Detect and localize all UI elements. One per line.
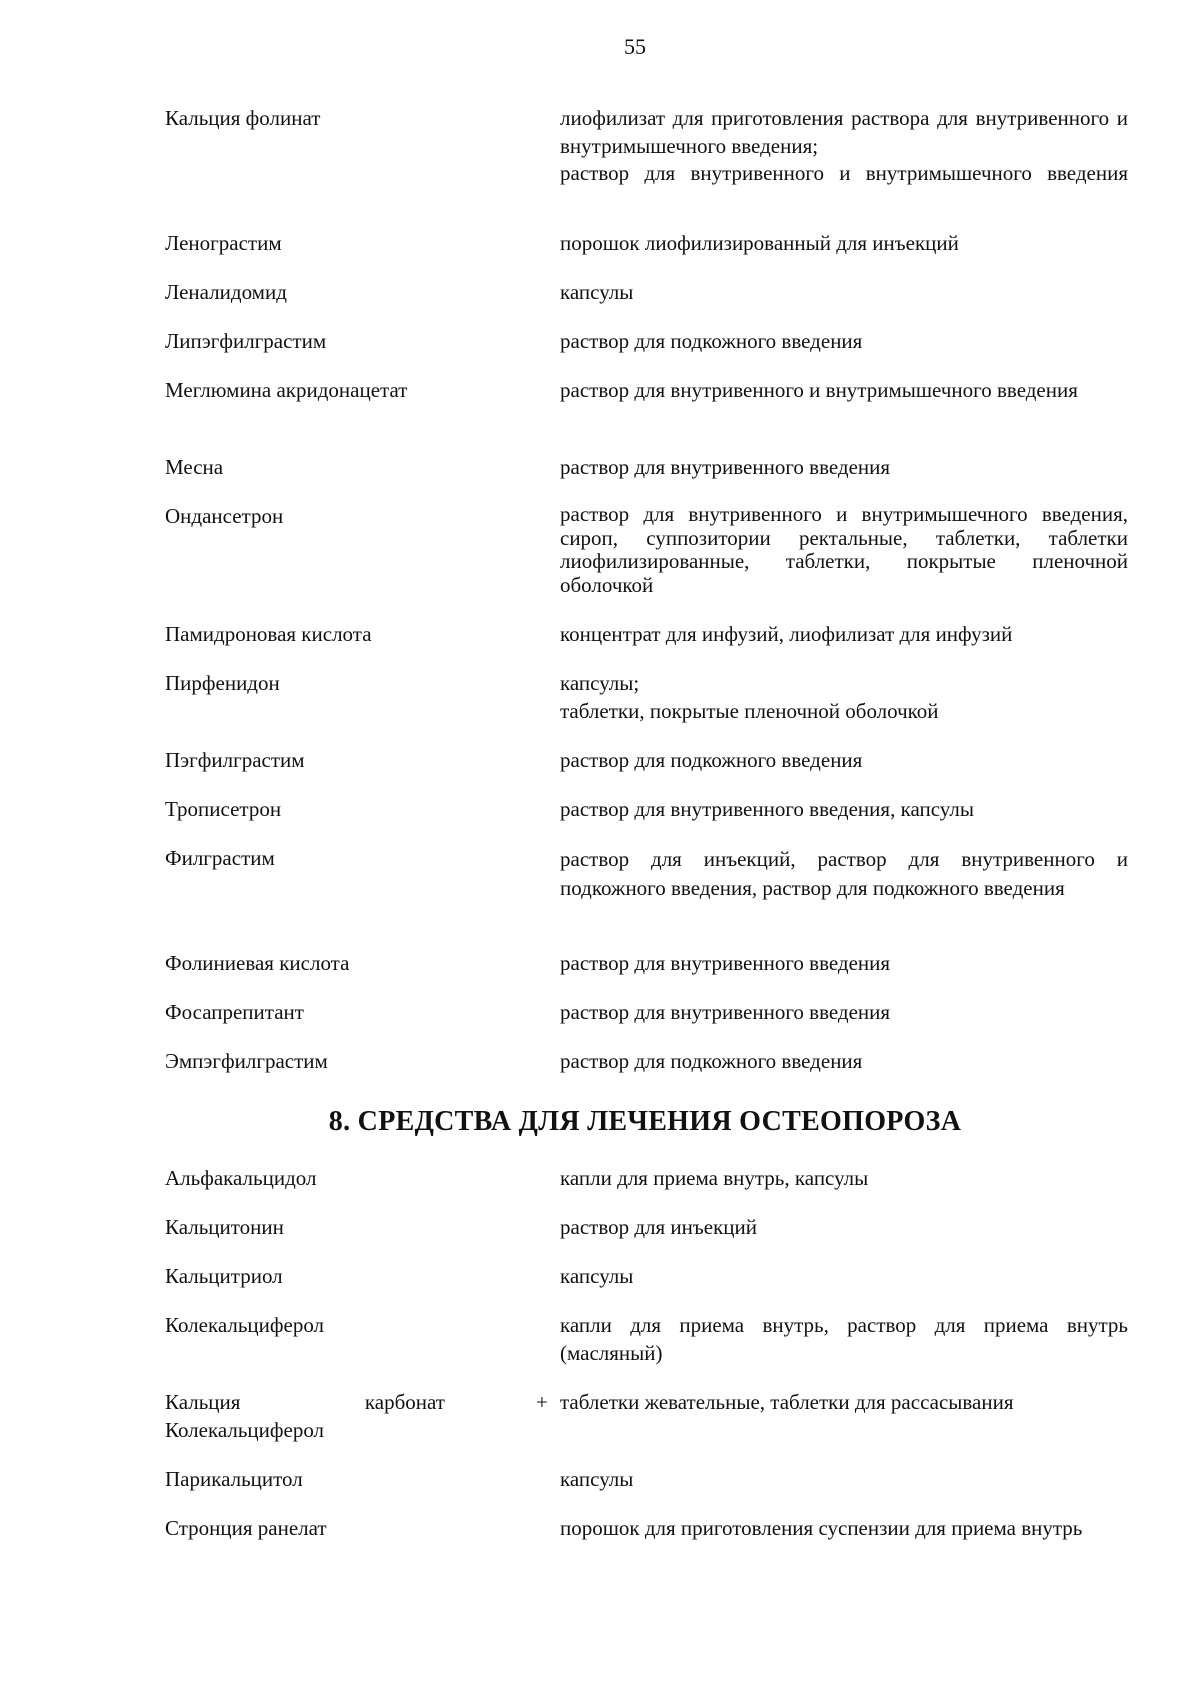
list-item (0, 328, 1200, 356)
dosage-form: капсулы; таблетки, покрытые пленочной оболочкой (560, 671, 939, 723)
list-item (0, 377, 1200, 405)
drug-name: Меглюмина акридонацетат (165, 378, 408, 402)
dosage-form: раствор для инъекций (560, 1215, 757, 1239)
list-item (0, 105, 1200, 188)
dosage-form: лиофилизат для приготовления раствора для внутривенного и внутримышечного введения; раствор для внутривенного и внутримышечного введения (560, 106, 1128, 185)
drug-name: Ленограстим (165, 231, 282, 255)
drug-name: Фосапрепитант (165, 1000, 304, 1024)
drug-name: Филграстим (165, 846, 275, 870)
dosage-form: таблетки жевательные, таблетки для рассасывания (560, 1390, 1014, 1414)
drug-name: Памидроновая кислота (165, 622, 372, 646)
drug-name: Леналидомид (165, 280, 287, 304)
dosage-form: раствор для внутривенного введения (560, 951, 891, 975)
list-item (0, 845, 1200, 902)
drug-name: Альфакальцидол (165, 1166, 317, 1190)
drug-name: Кальцитонин (165, 1215, 284, 1239)
dosage-form: порошок для приготовления суспензии для приема внутрь (560, 1516, 1083, 1540)
drug-name: Кальцитриол (165, 1264, 283, 1288)
list-item (0, 1263, 1200, 1291)
dosage-form: раствор для внутривенного и внутримышечного введения, сироп, суппозитории ректальные, таблетки, таблетки лиофилизированные, таблетки, покрытые пленочной оболочкой (560, 502, 1128, 597)
drug-name: Пэгфилграстим (165, 748, 305, 772)
dosage-form: капсулы (560, 280, 634, 304)
dosage-form: раствор для внутривенного и внутримышечного введения (560, 378, 1078, 402)
list-item (0, 1048, 1200, 1076)
list-item (0, 1515, 1200, 1543)
dosage-form: раствор для подкожного введения (560, 1049, 863, 1073)
list-item (0, 999, 1200, 1027)
page-number: 55 (624, 34, 646, 59)
drug-name: Липэгфилграстим (165, 329, 327, 353)
drug-name: Ондансетрон (165, 504, 284, 528)
drug-name: Кальция карбонат Колекальциферол (165, 1390, 445, 1442)
list-item (0, 670, 1200, 725)
list-item (0, 1466, 1200, 1494)
list-item (0, 279, 1200, 307)
list-item (0, 503, 1200, 597)
dosage-form: раствор для подкожного введения (560, 748, 863, 772)
list-item (0, 230, 1200, 258)
dosage-form: капли для приема внутрь, капсулы (560, 1166, 869, 1190)
dosage-form: капли для приема внутрь, раствор для приема внутрь (масляный) (560, 1313, 1128, 1365)
list-item (0, 1165, 1200, 1193)
drug-name: Месна (165, 455, 224, 479)
dosage-form: раствор для инъекций, раствор для внутривенного и подкожного введения, раствор для подкожного введения (560, 847, 1128, 900)
dosage-form: порошок лиофилизированный для инъекций (560, 231, 959, 255)
list-item (0, 454, 1200, 482)
drug-name: Фолиниевая кислота (165, 951, 350, 975)
drug-name: Пирфенидон (165, 671, 280, 695)
list-item (0, 621, 1200, 649)
drug-name: Стронция ранелат (165, 1516, 327, 1540)
dosage-form: раствор для внутривенного введения, капсулы (560, 797, 974, 821)
list-item (0, 1389, 1200, 1442)
list-item (0, 796, 1200, 824)
list-item (0, 950, 1200, 978)
dosage-form: капсулы (560, 1264, 634, 1288)
section-heading: 8. СРЕДСТВА ДЛЯ ЛЕЧЕНИЯ ОСТЕОПОРОЗА (328, 1106, 962, 1137)
dosage-form: концентрат для инфузий, лиофилизат для инфузий (560, 622, 1013, 646)
drug-name: Парикальцитол (165, 1467, 303, 1491)
dosage-form: капсулы (560, 1467, 634, 1491)
dosage-form: раствор для подкожного введения (560, 329, 863, 353)
list-item (0, 1214, 1200, 1242)
dosage-form: раствор для внутривенного введения (560, 1000, 891, 1024)
dosage-form: раствор для внутривенного введения (560, 455, 891, 479)
drug-name: Кальция фолинат (165, 106, 321, 130)
list-item (0, 747, 1200, 775)
drug-name: Эмпэгфилграстим (165, 1049, 328, 1073)
combination-plus-sign: + (536, 1390, 548, 1414)
list-item (0, 1312, 1200, 1367)
drug-name: Трописетрон (165, 797, 282, 821)
drug-name: Колекальциферол (165, 1313, 325, 1337)
